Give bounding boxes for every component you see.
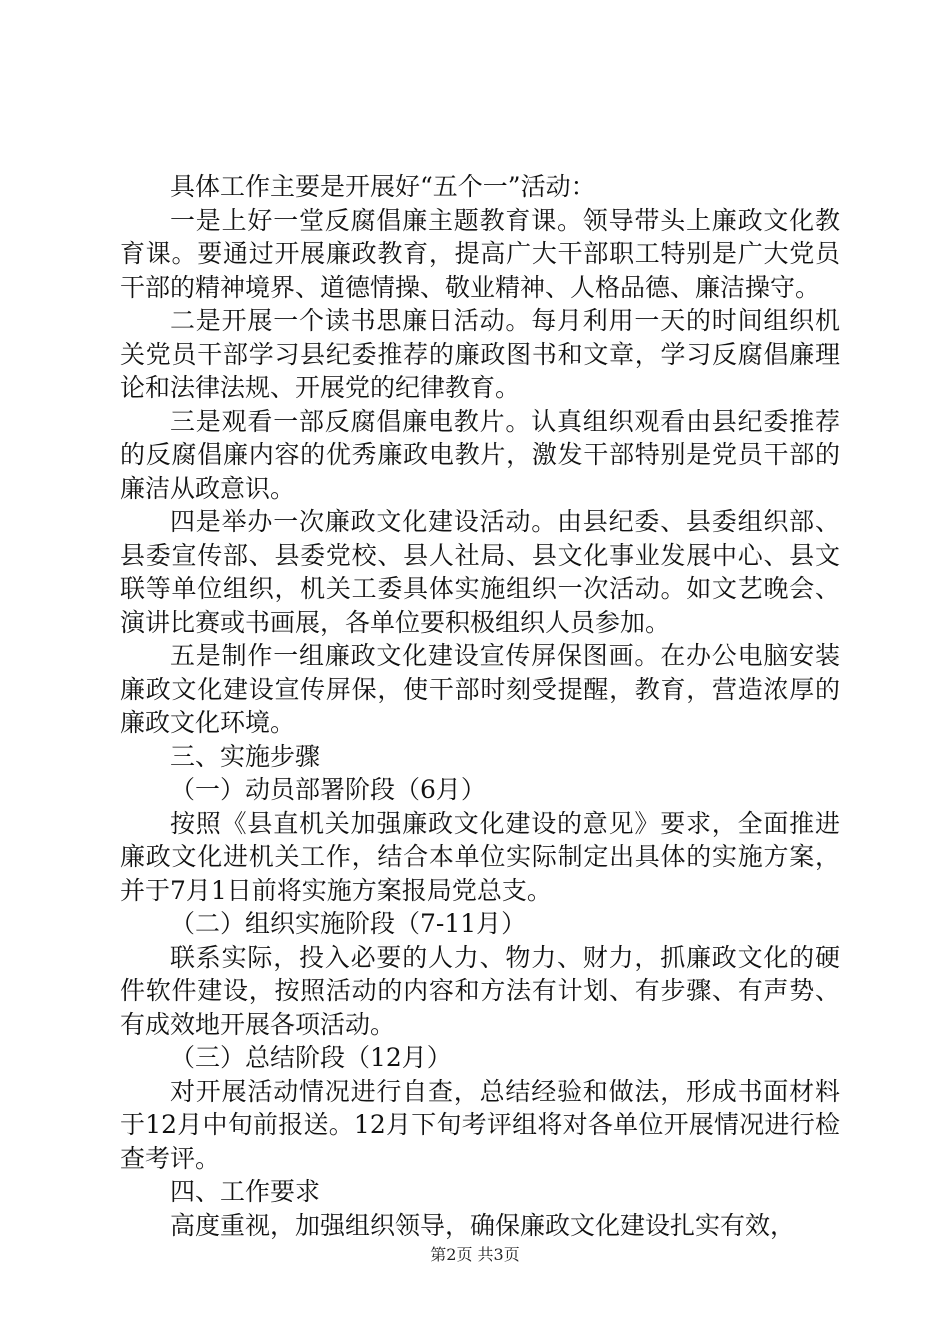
activity-four-paragraph: 四是举办一次廉政文化建设活动。由县纪委、县委组织部、县委宣传部、县委党校、县人社局、县文化事业发展中心、县文联等单位组织，机关工委具体实施组织一次活动。如文艺晚会、演讲比赛或书画展，各单位要积极组织人员参加。 (120, 507, 840, 637)
stage-three-paragraph: 对开展活动情况进行自查，总结经验和做法，形成书面材料于12月中旬前报送。12月下旬考评组将对各单位开展情况进行检查考评。 (120, 1076, 840, 1173)
intro-paragraph: 具体工作主要是开展好“五个一”活动： (170, 172, 596, 201)
activity-one-paragraph: 一是上好一堂反腐倡廉主题教育课。领导带头上廉政文化教育课。要通过开展廉政教育，提高广大干部职工特别是广大党员干部的精神境界、道德情操、敬业精神、人格品德、廉洁操守。 (120, 205, 840, 302)
document-body (120, 170, 840, 1242)
section-heading-requirements: 四、工作要求 (170, 1177, 321, 1206)
activity-two-paragraph: 二是开展一个读书思廉日活动。每月利用一天的时间组织机关党员干部学习县纪委推荐的廉政图书和文章，学习反腐倡廉理论和法律法规、开展党的纪律教育。 (120, 306, 840, 402)
activity-three-paragraph: 三是观看一部反腐倡廉电教片。认真组织观看由县纪委推荐的反腐倡廉内容的优秀廉政电教片，激发干部特别是党员干部的廉洁从政意识。 (120, 406, 840, 503)
activity-five-paragraph: 五是制作一组廉政文化建设宣传屏保图画。在办公电脑安装廉政文化建设宣传屏保，使干部时刻受提醒，教育，营造浓厚的廉政文化环境。 (120, 641, 840, 737)
section-heading-steps: 三、实施步骤 (170, 741, 321, 771)
subheading-stage-three: （三）总结阶段（12月） (170, 1043, 452, 1072)
page-number-footer: 第2页 共3页 (430, 1245, 520, 1264)
requirements-paragraph: 高度重视，加强组织领导，确保廉政文化建设扎实有效， (170, 1210, 796, 1240)
subheading-stage-two: （二）组织实施阶段（7-11月） (170, 909, 527, 938)
stage-two-paragraph: 联系实际，投入必要的人力、物力、财力，抓廉政文化的硬件软件建设，按照活动的内容和方法有计划、有步骤、有声势、有成效地开展各项活动。 (120, 942, 840, 1039)
stage-one-paragraph: 按照《县直机关加强廉政文化建设的意见》要求，全面推进廉政文化进机关工作，结合本单位实际制定出具体的实施方案，并于7月1日前将实施方案报局党总支。 (120, 808, 840, 905)
subheading-stage-one: （一）动员部署阶段（6月） (170, 775, 486, 804)
